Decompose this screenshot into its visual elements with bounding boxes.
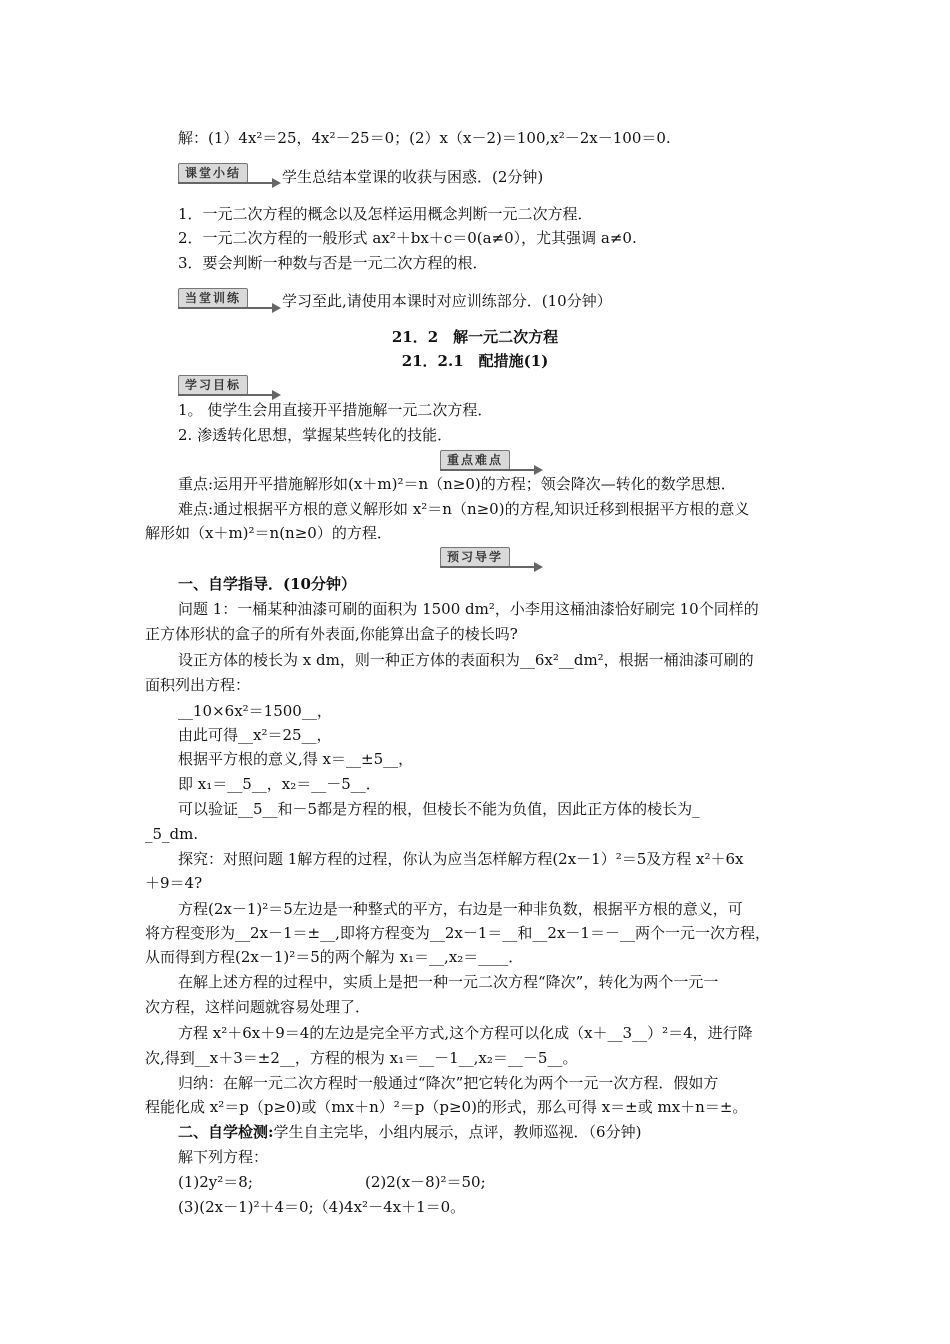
badge-label: 学习目标 <box>178 375 248 395</box>
arrow-icon <box>272 178 281 188</box>
badge-arrow-line <box>440 566 534 568</box>
text-line: 正方体形状的盒子的所有外表面,你能算出盒子的棱长吗? <box>145 625 518 643</box>
exercise-2: (2)2(x－8)²＝50; <box>365 1173 486 1191</box>
heading: 一、自学指导．(10分钟） <box>178 575 356 593</box>
text-line: 1．一元二次方程的概念以及怎样运用概念判断一元二次方程． <box>178 205 593 223</box>
text-line: 归纳：在解一元二次方程时一般通过“降次”把它转化为两个一元一次方程．假如方 <box>178 1074 719 1092</box>
text-line: 2．一元二次方程的一般形式 ax²＋bx＋c＝0(a≠0），尤其强调 a≠0. <box>178 229 637 247</box>
badge-practice <box>178 288 282 310</box>
text-line: 可以验证__5__和－5都是方程的根，但棱长不能为负值，因此正方体的棱长为_ <box>178 800 700 818</box>
text-line: 难点:通过根据平方根的意义解形如 x²＝n（n≥0)的方程,知识迁移到根据平方根的意义 <box>178 500 750 518</box>
text-line: _5_dm. <box>145 825 199 843</box>
text-line: 解：(1）4x²＝25，4x²－25＝0；(2）x（x－2)＝100,x²－2x－100＝0. <box>178 129 671 147</box>
text-line: __10×6x²＝1500__， <box>178 702 332 720</box>
badge-arrow-line <box>178 182 272 184</box>
subsection-title: 21．2.1 配措施(1) <box>401 352 549 370</box>
badge-label: 预习导学 <box>440 547 510 567</box>
text-line: 解形如（x＋m)²＝n(n≥0）的方程． <box>145 524 392 542</box>
text-line: 1。 使学生会用直接开平措施解一元二次方程． <box>178 401 493 419</box>
text-line: 次方程，这样问题就容易处理了． <box>145 998 371 1016</box>
text-line: 3．要会判断一种数与否是一元二次方程的根． <box>178 254 488 272</box>
text-line: 学生总结本堂课的收获与困惑．(2分钟) <box>282 168 544 186</box>
heading: 二、自学检测: <box>178 1123 274 1141</box>
text-line: 重点:运用开平措施解形如(x＋m)²＝n（n≥0)的方程；领会降次—转化的数学思想． <box>178 475 736 493</box>
text-line: 方程 x²＋6x＋9＝4的左边是完全平方式,这个方程可以化成（x＋__3__）²＝4，进行降 <box>178 1024 753 1042</box>
text-line: 在解上述方程的过程中，实质上是把一种一元二次方程“降次”，转化为两个一元一 <box>178 973 719 991</box>
badge-key-points <box>440 450 544 472</box>
badge-label: 重点难点 <box>440 450 510 470</box>
text-line: 次,得到__x＋3＝±2__，方程的根为 x₁＝__－1__,x₂＝__－5__。 <box>145 1049 578 1067</box>
badge-goals <box>178 375 282 397</box>
text-line: 方程(2x－1)²＝5左边是一种整式的平方，右边是一种非负数，根据平方根的意义，可 <box>178 900 743 918</box>
arrow-icon <box>534 562 543 572</box>
text-line <box>178 1121 641 1143</box>
text-line: 从而得到方程(2x－1)²＝5的两个解为 x₁＝__,x₂＝____． <box>145 948 524 966</box>
text-line: ＋9＝4? <box>145 874 203 892</box>
badge-preview <box>440 547 544 569</box>
text-line: 探究：对照问题 1解方程的过程，你认为应当怎样解方程(2x－1）²＝5及方程 x²＋6x <box>178 850 744 868</box>
badge-label: 课堂小结 <box>178 163 248 183</box>
text-line: 程能化成 x²＝p（p≥0)或（mx＋n）²＝p（p≥0)的形式，那么可得 x＝±或 mx＋n＝±。 <box>145 1098 748 1116</box>
text-line: 问题 1：一桶某种油漆可刷的面积为 1500 dm²，小李用这桶油漆恰好刷完 10个同样的 <box>178 600 759 618</box>
text-line: 解下列方程： <box>178 1148 269 1166</box>
text-line: 根据平方根的意义,得 x＝__±5__， <box>178 750 414 768</box>
text-line: 面积列出方程： <box>145 676 251 694</box>
text-line: 由此可得__x²＝25__， <box>178 726 332 744</box>
arrow-icon <box>272 303 281 313</box>
badge-summary <box>178 163 282 185</box>
exercise-3-4: (3)(2x－1)²＋4＝0;（4)4x²－4x＋1＝0。 <box>178 1198 466 1216</box>
badge-arrow-line <box>178 307 272 309</box>
section-title: 21．2 解一元二次方程 <box>391 328 559 346</box>
badge-arrow-line <box>440 469 534 471</box>
exercise-1: (1)2y²＝8; <box>178 1173 253 1191</box>
badge-arrow-line <box>178 394 272 396</box>
text-line: 设正方体的棱长为 x dm，则一种正方体的表面积为__6x²__dm²，根据一桶油漆可刷的 <box>178 651 754 669</box>
text-span: 学生自主完毕，小组内展示，点评，教师巡视．（6分钟) <box>273 1123 642 1141</box>
text-line: 2. 渗透转化思想，掌握某些转化的技能． <box>178 426 453 444</box>
text-line: 学习至此,请使用本课时对应训练部分．(10分钟） <box>282 292 612 310</box>
text-line: 即 x₁＝__5__，x₂＝__－5__． <box>178 775 381 793</box>
badge-label: 当堂训练 <box>178 288 248 308</box>
text-line: 将方程变形为__2x－1＝±__,即将方程变为__2x－1＝__和__2x－1＝－__两个一元一次方程， <box>145 924 770 942</box>
